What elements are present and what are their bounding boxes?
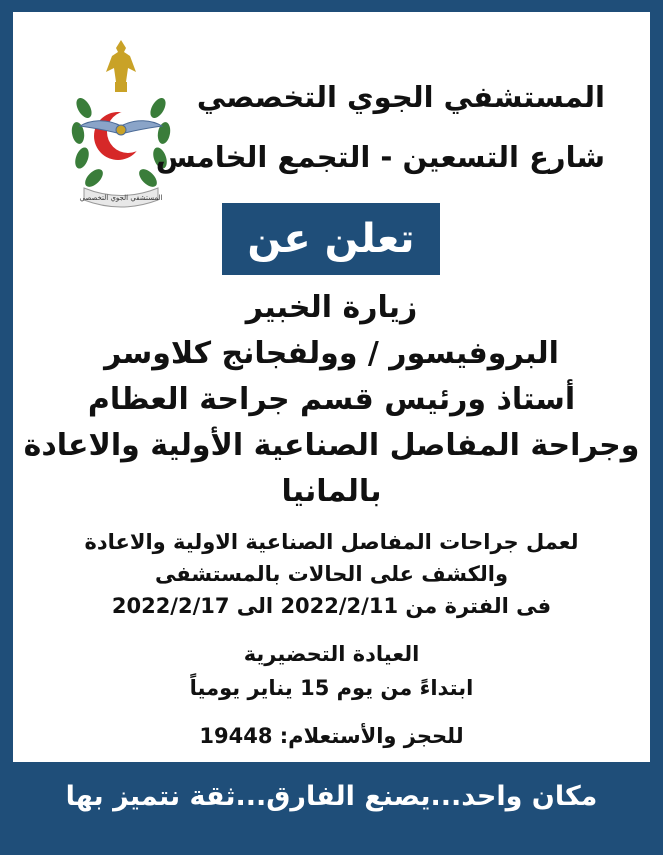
details-period: فى الفترة من 2022/2/11 الى 2022/2/17 <box>111 594 552 618</box>
eagle-emblem-icon <box>106 40 136 92</box>
announce-banner: تعلن عن <box>222 203 440 275</box>
details-line-2: والكشف على الحالات بالمستشفى <box>154 562 509 586</box>
visit-line-5: بالمانيا <box>281 474 382 509</box>
red-crescent-icon <box>94 111 149 160</box>
details-line-1: لعمل جراحات المفاصل الصناعية الاولية والاعادة <box>84 530 579 554</box>
hospital-address: شارع التسعين - التجمع الخامس <box>155 140 605 174</box>
visit-line-1: زيارة الخبير <box>245 290 418 325</box>
logo-caption: المستشفي الجوي التخصصي <box>79 194 163 202</box>
footer-slogan: مكان واحد...يصنع الفارق...ثقة نتميز بها <box>65 781 598 812</box>
hospital-logo <box>66 38 176 208</box>
visit-line-2: البروفيسور / وولفجانج كلاوسر <box>104 336 559 371</box>
visit-line-3: أستاذ ورئيس قسم جراحة العظام <box>87 382 576 417</box>
details-clinic-start: ابتداءً من يوم 15 يناير يومياً <box>189 676 474 700</box>
details-clinic-title: العيادة التحضيرية <box>243 642 420 666</box>
hospital-name: المستشفي الجوي التخصصي <box>196 80 605 114</box>
visit-line-4: وجراحة المفاصل الصناعية الأولية والاعادة <box>23 428 640 463</box>
booking-hotline: للحجز والأستعلام: 19448 <box>199 724 464 748</box>
